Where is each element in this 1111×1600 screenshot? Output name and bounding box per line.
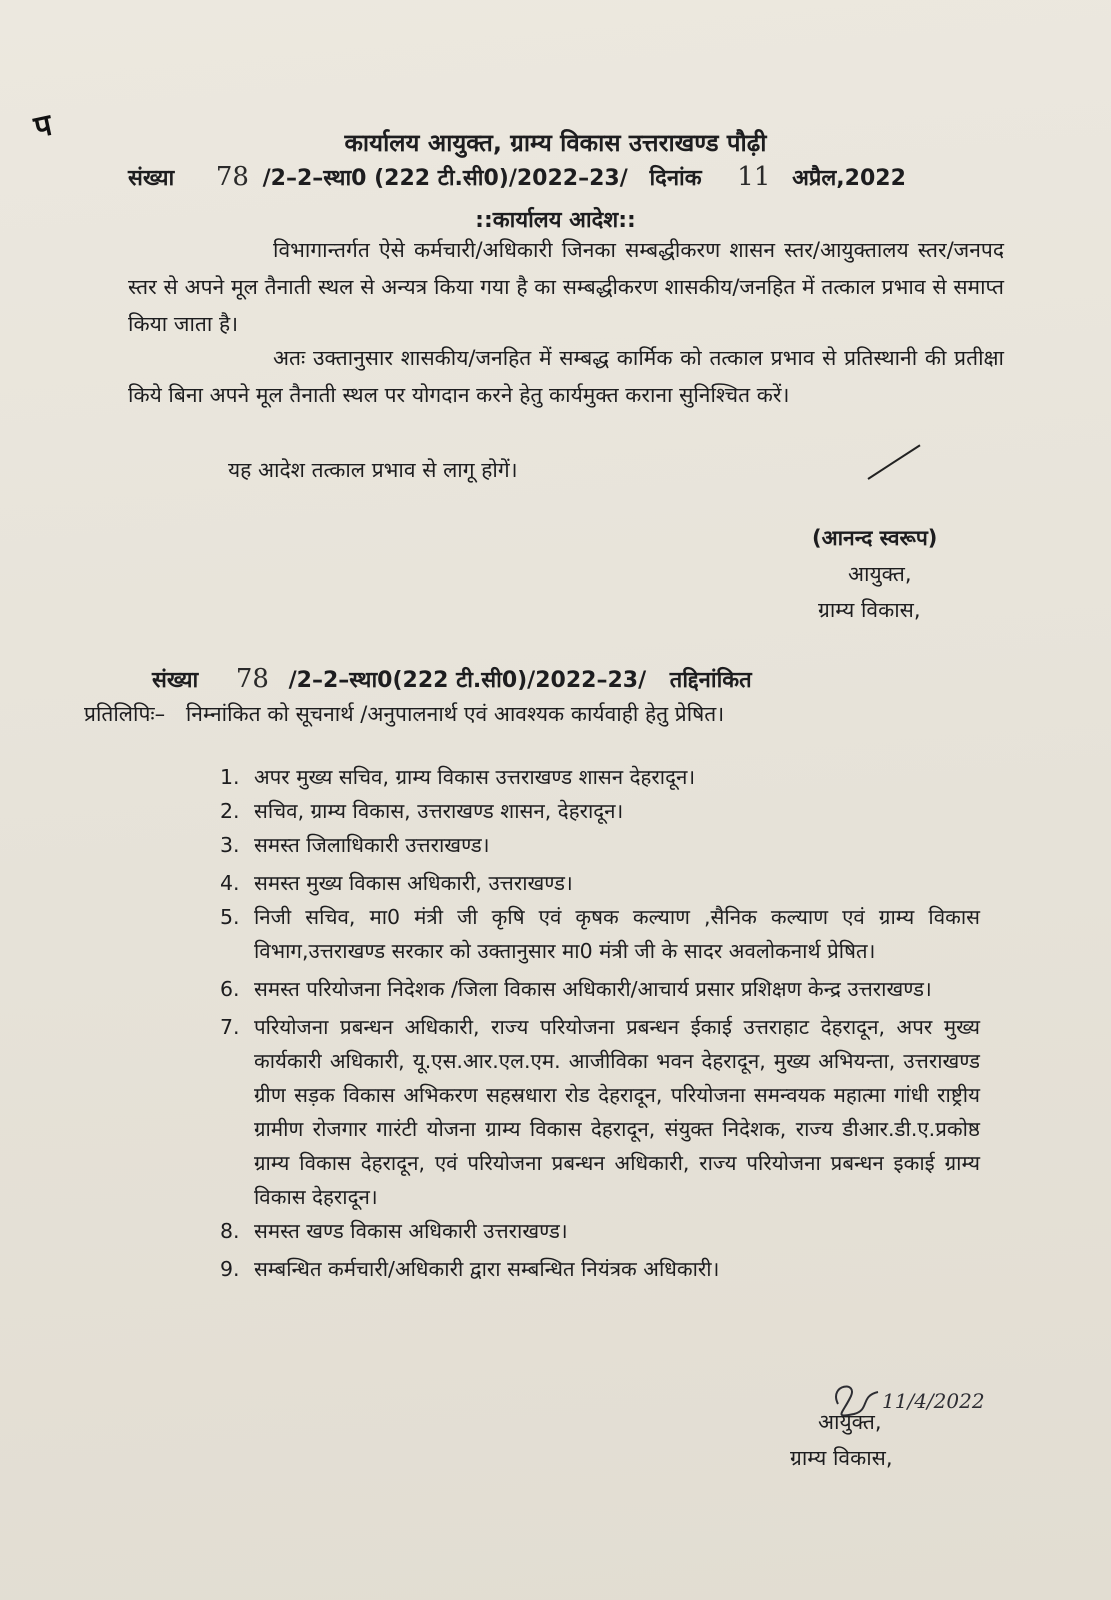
copy-reference-label: संख्या — [152, 668, 199, 693]
copy-reference-number: 78 — [235, 664, 269, 694]
list-item — [220, 900, 980, 968]
list-item-number: 4. — [220, 871, 240, 895]
reference-code: /2–2–स्था0 (222 टी.सी0)/2022–23/ — [262, 166, 628, 191]
reference-line — [128, 162, 906, 192]
order-paragraph-1 — [128, 232, 1004, 343]
list-item — [220, 1214, 980, 1248]
copy-date-label: तद्दिनांकित — [669, 668, 752, 693]
order-paragraph-2 — [128, 340, 1004, 414]
signatory-designation: आयुक्त, — [848, 562, 912, 586]
list-item-text: निजी सचिव, मा0 मंत्री जी कृषि एवं कृषक कल्याण ,सैनिक कल्याण एवं ग्राम्य विकास विभाग,उत्तराखण्ड सरकार को उक्तानुसार मा0 मंत्री जी के सादर अवलोकनार्थ प्रेषित। — [254, 905, 980, 963]
order-paragraph-3 — [128, 452, 1004, 489]
signatory-block — [800, 520, 1000, 628]
order-title: ::कार्यालय आदेश:: — [475, 208, 636, 233]
list-item-number: 9. — [220, 1257, 240, 1281]
list-item-text: समस्त खण्ड विकास अधिकारी उत्तराखण्ड। — [254, 1219, 568, 1243]
list-item-number: 6. — [220, 977, 240, 1001]
list-item-number: 7. — [220, 1015, 240, 1039]
copy-line — [84, 700, 724, 728]
reference-number: 78 — [215, 162, 249, 192]
order-paragraph-3-text: यह आदेश तत्काल प्रभाव से लागू होगें। — [228, 458, 518, 482]
list-item-number: 8. — [220, 1219, 240, 1243]
list-item-text: सचिव, ग्राम्य विकास, उत्तराखण्ड शासन, देहरादून। — [254, 799, 624, 823]
recipient-list — [220, 760, 980, 1286]
list-item-number: 3. — [220, 833, 240, 857]
list-item-text: समस्त मुख्य विकास अधिकारी, उत्तराखण्ड। — [254, 871, 573, 895]
handwritten-date: 11/4/2022 — [882, 1389, 985, 1413]
list-item — [220, 1252, 980, 1286]
list-item — [220, 1010, 980, 1214]
copy-reference-code: /2–2–स्था0(222 टी.सी0)/2022–23/ — [288, 668, 647, 693]
date-month-year: अप्रैल,2022 — [792, 166, 906, 191]
list-item-number: 5. — [220, 905, 240, 929]
list-item — [220, 760, 980, 794]
date-day: 11 — [737, 162, 771, 192]
page-mark: प — [30, 107, 55, 146]
list-item — [220, 972, 980, 1006]
list-item — [220, 794, 980, 828]
signatory-name: (आनन्द स्वरूप) — [812, 526, 938, 550]
final-department: ग्राम्य विकास, — [790, 1446, 893, 1470]
list-item-text: सम्बन्धित कर्मचारी/अधिकारी द्वारा सम्बन्धित नियंत्रक अधिकारी। — [254, 1257, 720, 1281]
list-item-number: 1. — [220, 765, 240, 789]
reference-label: संख्या — [128, 166, 175, 191]
date-label: दिनांक — [649, 166, 702, 191]
list-item-number: 2. — [220, 799, 240, 823]
office-title: कार्यालय आयुक्त, ग्राम्य विकास उत्तराखण्ड पौढ़ी — [344, 129, 767, 157]
copy-label: प्रतिलिपिः– — [84, 702, 166, 726]
copy-reference-line — [152, 664, 752, 694]
copy-text: निम्नांकित को सूचनार्थ /अनुपालनार्थ एवं आवश्यक कार्यवाही हेतु प्रेषित। — [185, 702, 725, 726]
order-paragraph-1-text: विभागान्तर्गत ऐसे कर्मचारी/अधिकारी जिनका सम्बद्धीकरण शासन स्तर/आयुक्तालय स्तर/जनपद स्तर से अपने मूल तैनाती स्थल से अन्यत्र किया गया है का सम्बद्धीकरण शासकीय/जनहित में तत्काल प्रभाव से समाप्त किया जाता है। — [128, 238, 1004, 336]
order-paragraph-2-text: अतः उक्तानुसार शासकीय/जनहित में सम्बद्ध कार्मिक को तत्काल प्रभाव से प्रतिस्थानी की प्रतीक्षा किये बिना अपने मूल तैनाती स्थल पर योगदान करने हेतु कार्यमुक्त कराना सुनिश्चित करें। — [128, 346, 1004, 407]
list-item-text: परियोजना प्रबन्धन अधिकारी, राज्य परियोजना प्रबन्धन ईकाई उत्तराहाट देहरादून, अपर मुख्य कार्यकारी अधिकारी, यू.एस.आर.एल.एम. आजीविका भवन देहरादून, मुख्य अभियन्ता, उत्तराखण्ड ग्रीण सड़क विकास अभिकरण सहस्रधारा रोड देहरादून, परियोजना समन्वयक महात्मा गांधी राष्ट्रीय ग्रामीण रोजगार गारंटी योजना ग्राम्य विकास देहरादून, संयुक्त निदेशक, राज्य डीआर.डी.ए.प्रकोष्ठ ग्राम्य विकास देहरादून, एवं परियोजना प्रबन्धन अधिकारी, राज्य परियोजना प्रबन्धन इकाई ग्राम्य विकास देहरादून। — [254, 1015, 980, 1209]
list-item — [220, 828, 980, 862]
list-item-text: समस्त जिलाधिकारी उत्तराखण्ड। — [254, 833, 490, 857]
final-signatory-block — [790, 1404, 893, 1476]
list-item-text: समस्त परियोजना निदेशक /जिला विकास अधिकारी/आचार्य प्रसार प्रशिक्षण केन्द्र उत्तराखण्ड। — [254, 977, 932, 1001]
list-item-text: अपर मुख्य सचिव, ग्राम्य विकास उत्तराखण्ड शासन देहरादून। — [254, 765, 696, 789]
signatory-department: ग्राम्य विकास, — [818, 598, 921, 622]
list-item — [220, 866, 980, 900]
final-designation: आयुक्त, — [818, 1410, 882, 1434]
